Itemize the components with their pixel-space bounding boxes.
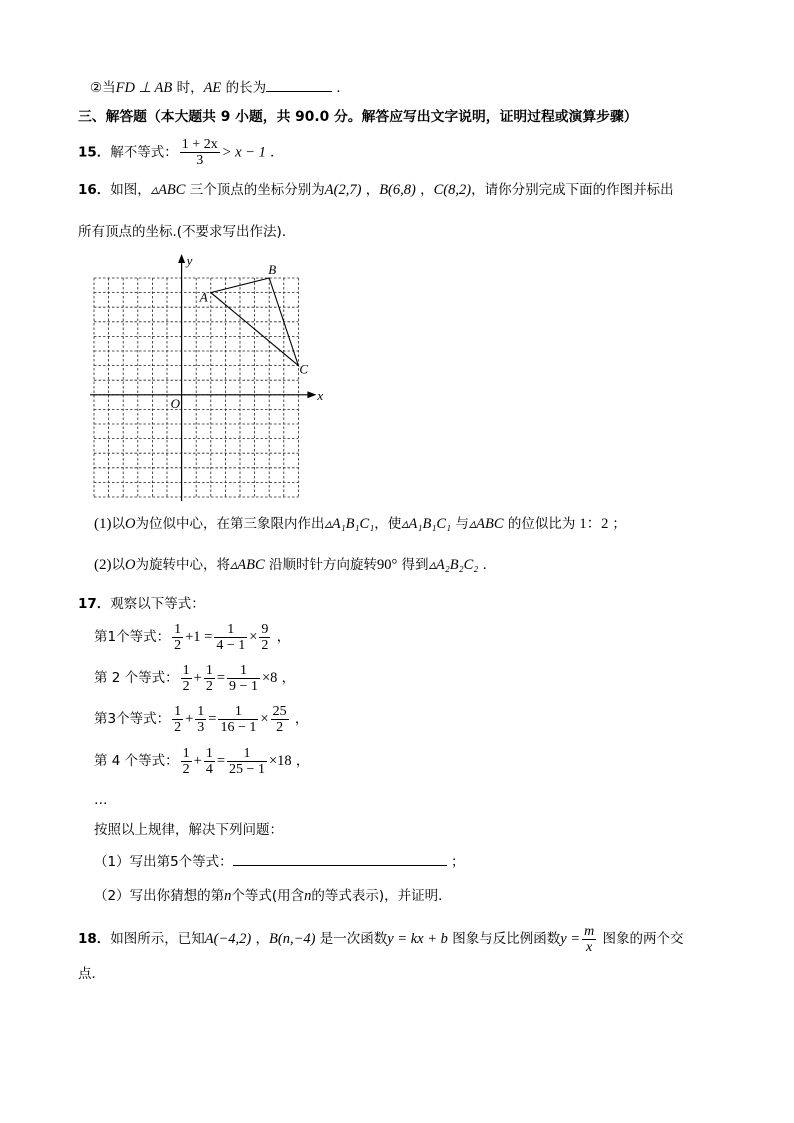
equation-3: 第3个等式： $\frac{1}{2}$ + $\frac{1}{3}$ = $\frac{1}{16 - 1}$ × $\frac{25}{2}$ ，	[94, 703, 309, 735]
point-b-label: B	[268, 262, 277, 277]
question-15: 15．解不等式： $\frac{1 + 2x}{3}$ > x − 1 ．	[78, 137, 284, 168]
dashed-grid	[94, 278, 298, 497]
y-axis-arrow	[178, 254, 185, 263]
point-a-label: A	[199, 289, 208, 305]
question-16-line1: 16．如图，▵ABC 三个顶点的坐标分别为A(2,7) ，B(6,8) ，C(8,2)，请你分别完成下面的作图并标出	[78, 182, 674, 198]
question-16-part-1: (1)以O为位似中心，在第三象限内作出▵A₁B₁C₁，使▵A₁B₁C₁ 与▵ABC 的位似比为 1：2 ；	[94, 516, 626, 532]
coordinate-grid-figure	[86, 252, 336, 502]
question-16-line2: 所有顶点的坐标.(不要求写出作法)．	[78, 224, 296, 240]
question-16-part-2: (2)以O为旋转中心，将▵ABC 沿顺时针方向旋转90° 得到▵A₂B₂C₂ ．	[94, 557, 497, 573]
fraction: $\frac{1 + 2x}{3}$	[181, 137, 218, 168]
answer-blank[interactable]	[233, 865, 447, 866]
equation-4: 第 4 个等式： $\frac{1}{2}$ + $\frac{1}{4}$ = $\frac{1}{25 - 1}$ ×18 ，	[94, 745, 310, 777]
graph-labels	[171, 253, 324, 411]
equation-2: 第 2 个等式： $\frac{1}{2}$ + $\frac{1}{2}$ = $\frac{1}{9 - 1}$ ×8 ，	[94, 662, 296, 694]
answer-blank[interactable]	[266, 91, 332, 92]
question-17-part-1: （1）写出第5个等式： ；	[94, 854, 465, 870]
question-number: 16．	[78, 182, 111, 198]
question-18-line2: 点．	[78, 966, 105, 982]
question-18-line1: 18．如图所示，已知A(−4,2) ，B(n,−4) 是一次函数y = kx + b 图象与反比例函数y = $\frac{m}{x}$ 图象的两个交	[78, 923, 684, 955]
x-axis-arrow	[307, 391, 316, 398]
circled-number-2: ②	[90, 80, 103, 96]
x-axis-label: x	[317, 387, 324, 403]
question-number: 15．	[78, 144, 111, 161]
equation-1: 第1个等式： $\frac{1}{2}$ +1 = $\frac{1}{4 - 1}$ × $\frac{9}{2}$ ，	[94, 621, 291, 653]
question-17: 17．观察以下等式：	[78, 596, 205, 612]
ellipsis: …	[94, 792, 108, 808]
section-3-heading: 三、解答题（本大题共 9 小题，共 90.0 分。解答应写出文字说明，证明过程或演算步骤）	[78, 109, 638, 125]
origin-label: O	[170, 395, 180, 411]
question-17-part-2: （2）写出你猜想的第n个等式(用含n的等式表示)，并证明．	[94, 888, 452, 904]
question-number: 17．	[78, 596, 111, 612]
y-axis-label: y	[186, 253, 193, 268]
point-c-label: C	[299, 361, 309, 377]
prev-question-item-2: ②当FD ⊥ AB 时，AE 的长为 ．	[90, 80, 350, 96]
question-number: 18．	[78, 931, 111, 947]
rule-text: 按照以上规律，解决下列问题：	[94, 822, 283, 838]
